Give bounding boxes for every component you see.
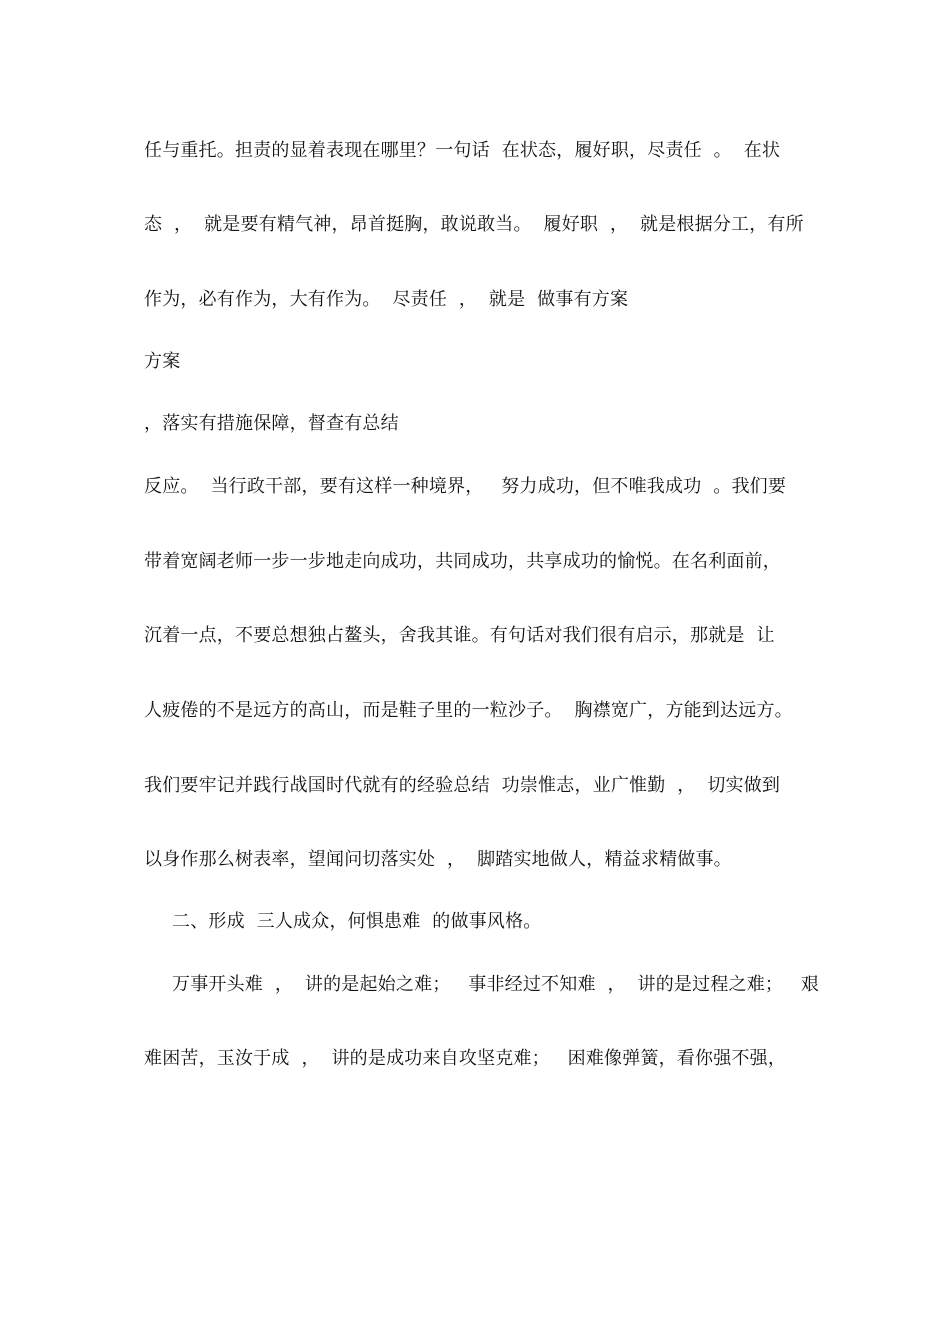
paragraph-line: 态 ， 就是要有精气神，昂首挺胸，敢说敢当。 履好职 ， 就是根据分工，有所 xyxy=(144,214,804,235)
section-heading: 二、形成 三人成众，何惧患难 的做事风格。 xyxy=(172,911,542,932)
paragraph-line: 人疲倦的不是远方的高山，而是鞋子里的一粒沙子。 胸襟宽广，方能到达远方。 xyxy=(144,700,793,721)
paragraph-line: 带着宽阔老师一步一步地走向成功，共同成功，共享成功的愉悦。在名利面前， xyxy=(144,551,781,572)
paragraph-line: 作为，必有作为，大有作为。 尽责任 ， 就是 做事有方案 xyxy=(144,289,629,310)
paragraph-line: 万事开头难 ， 讲的是起始之难； 事非经过不知难 ， 讲的是过程之难； 艰 xyxy=(172,974,820,995)
paragraph-line: 沉着一点，不要总想独占鳌头，舍我其谁。有句话对我们很有启示，那就是 让 xyxy=(144,625,775,646)
paragraph-line: 难困苦，玉汝于成 ， 讲的是成功来自攻坚克难； 困难像弹簧，看你强不强， xyxy=(144,1048,787,1069)
paragraph-line: ，落实有措施保障，督查有总结 xyxy=(144,413,399,434)
paragraph-line: 以身作那么树表率，望闻问切落实处 ， 脚踏实地做人，精益求精做事。 xyxy=(144,849,732,870)
paragraph-line: 我们要牢记并践行战国时代就有的经验总结 功崇惟志，业广惟勤 ， 切实做到 xyxy=(144,775,781,796)
paragraph-line: 反应。 当行政干部，要有这样一种境界， 努力成功，但不唯我成功 。我们要 xyxy=(144,476,787,497)
paragraph-line: 任与重托。担责的显着表现在哪里？一句话 在状态，履好职，尽责任 。 在状 xyxy=(144,140,781,161)
paragraph-line: 方案 xyxy=(144,351,181,372)
